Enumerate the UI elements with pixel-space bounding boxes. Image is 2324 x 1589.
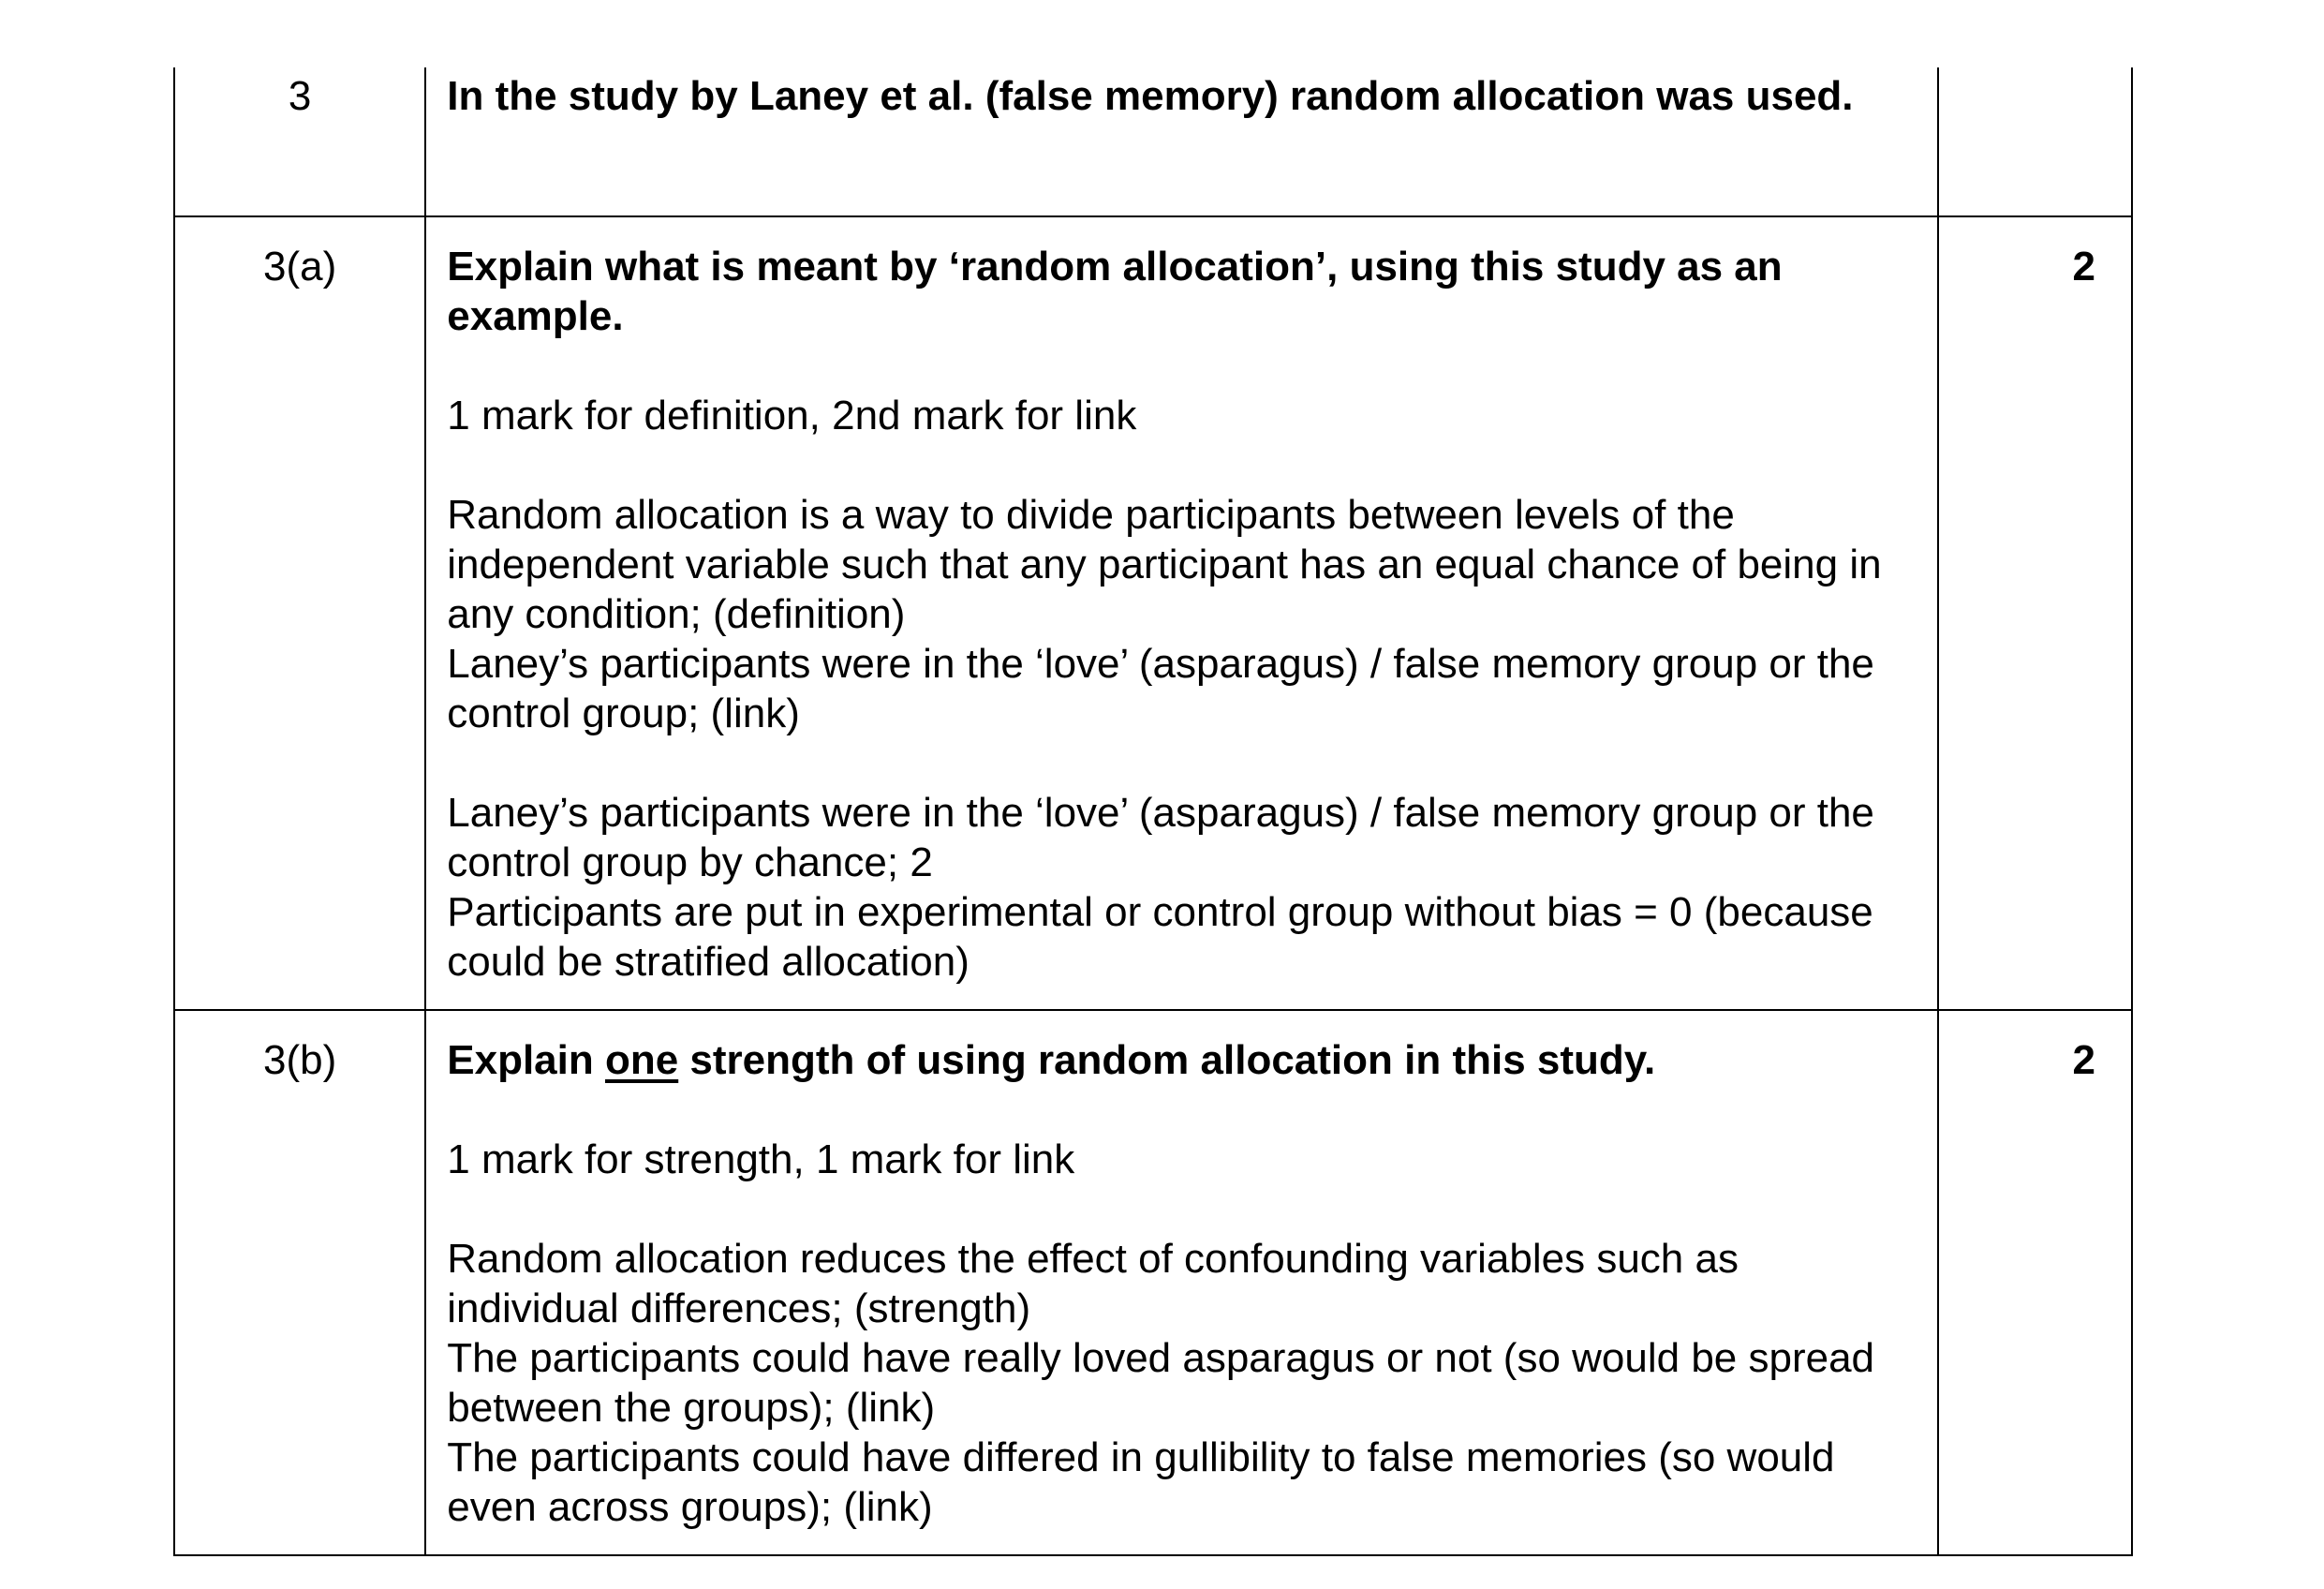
question-3a-row — [174, 216, 2132, 1010]
question-stem: In the study by Laney et al. (false memory) random allocation was used. — [447, 73, 1854, 119]
answer-point: Laney’s participants were in the ‘love’ (asparagus) / false memory group or the control group; (link) — [447, 641, 1874, 736]
answer-point: Laney’s participants were in the ‘love’ (asparagus) / false memory group or the control group by chance; 2 — [447, 790, 1874, 885]
marking-guidance: 1 mark for definition, 2nd mark for link — [447, 393, 1137, 438]
answer-point: Random allocation is a way to divide participants between levels of the independent variable such that any participant has an equal chance of being in any condition; (definition) — [447, 492, 1882, 637]
marks-cell — [1938, 1010, 2132, 1555]
question-number: 3 — [288, 73, 312, 119]
question-text: Explain what is meant by ‘random allocation’, using this study as an example. — [447, 244, 1783, 339]
spacer — [447, 440, 1918, 490]
answer-point: The participants could have really loved asparagus or not (so would be spread between the groups); (link) — [447, 1335, 1875, 1431]
marks-value: 2 — [2072, 244, 2095, 290]
question-number: 3(b) — [263, 1037, 337, 1083]
spacer — [447, 341, 1918, 391]
question-text-end: strength of using random allocation in this study. — [678, 1037, 1656, 1083]
question-stem-cell — [425, 67, 1938, 216]
spacer — [447, 1085, 1918, 1135]
answer-point: Participants are put in experimental or control group without bias = 0 (because could be stratified allocation) — [447, 889, 1873, 985]
question-emphasis: one — [604, 1037, 679, 1083]
marking-guidance: 1 mark for strength, 1 mark for link — [447, 1136, 1075, 1182]
question-3-row — [174, 67, 2132, 216]
answer-cell — [425, 216, 1938, 1010]
question-number-cell — [174, 1010, 425, 1555]
question-3b-row — [174, 1010, 2132, 1555]
question-number-cell — [174, 67, 425, 216]
marks-value: 2 — [2072, 1037, 2095, 1083]
question-text — [447, 1035, 1918, 1085]
marks-cell — [1938, 216, 2132, 1010]
question-number-cell — [174, 216, 425, 1010]
answer-point: Random allocation reduces the effect of confounding variables such as individual differences; (strength) — [447, 1236, 1739, 1331]
marks-cell — [1938, 67, 2132, 216]
mark-scheme-table — [173, 67, 2133, 1556]
answer-point: The participants could have differed in gullibility to false memories (so would even across groups); (link) — [447, 1434, 1835, 1530]
spacer — [447, 1184, 1918, 1234]
spacer — [447, 738, 1918, 788]
question-number: 3(a) — [263, 244, 337, 290]
question-text-start: Explain — [447, 1037, 605, 1083]
answer-cell — [425, 1010, 1938, 1555]
